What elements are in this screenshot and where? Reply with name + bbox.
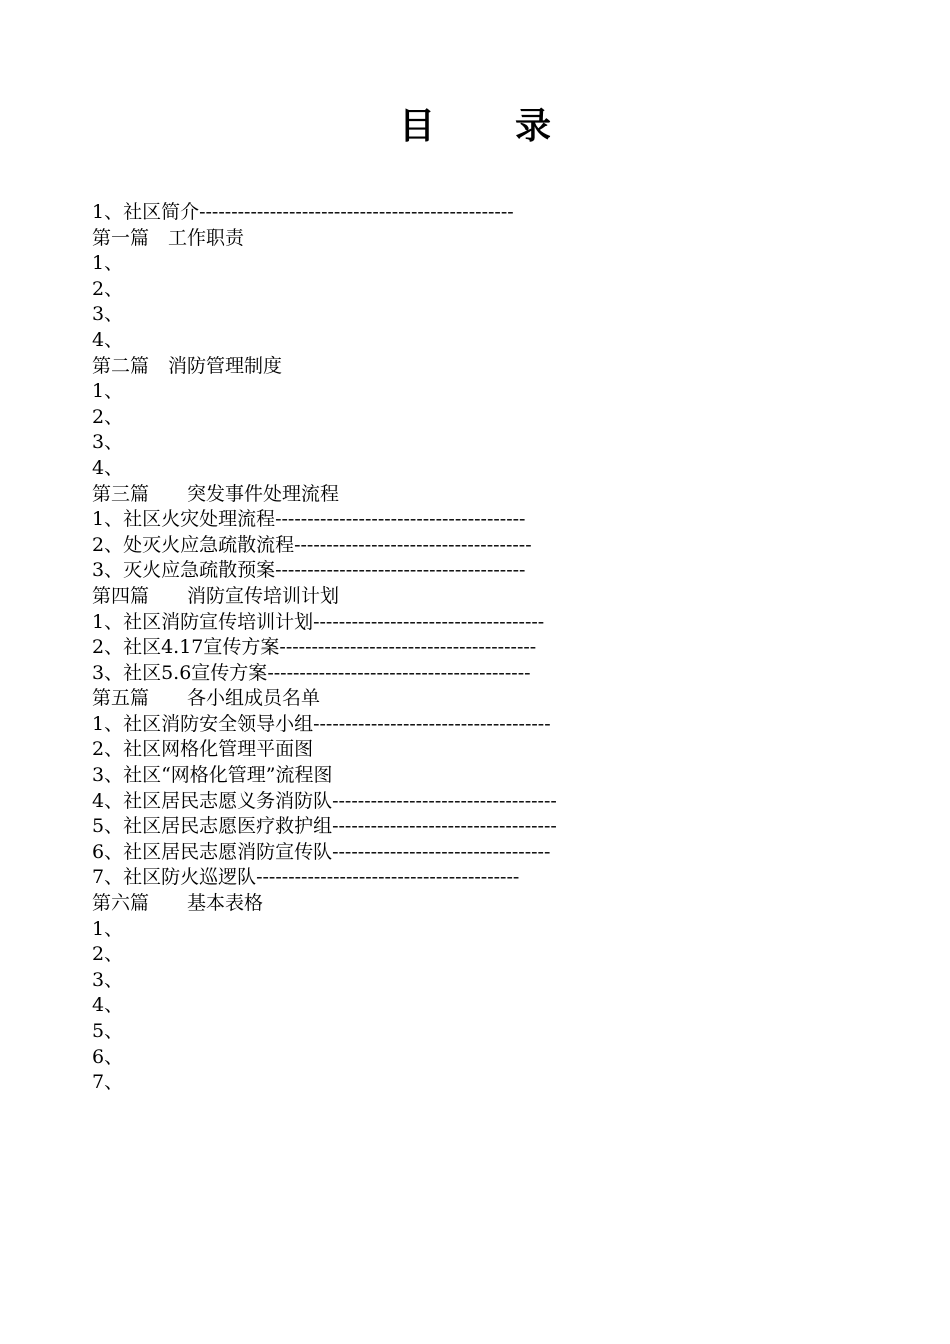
toc-entry-text: 1、 bbox=[92, 252, 124, 275]
toc-entry-text: 1、社区火灾处理流程 bbox=[92, 508, 276, 531]
toc-entry bbox=[92, 993, 772, 1019]
toc-entry bbox=[92, 942, 772, 968]
toc-entry bbox=[92, 507, 772, 533]
toc-entry bbox=[92, 865, 772, 891]
toc-entry bbox=[92, 1019, 772, 1045]
toc-entry-text: 3、社区5.6宣传方案 bbox=[92, 661, 268, 684]
toc-entry bbox=[92, 737, 772, 763]
toc-entry bbox=[92, 840, 772, 866]
toc-dot-leader: --------------------------------------- bbox=[275, 559, 526, 582]
toc-dot-leader: ----------------------------------- bbox=[332, 815, 557, 838]
toc-entry bbox=[92, 968, 772, 994]
toc-entry-text: 2、社区网格化管理平面图 bbox=[92, 738, 314, 761]
page-title: 目 录 bbox=[398, 105, 573, 147]
toc-entry bbox=[92, 328, 772, 354]
toc-entry bbox=[92, 610, 772, 636]
toc-entry-text: 3、 bbox=[92, 968, 124, 991]
toc-dot-leader: ---------------------------------------- bbox=[279, 636, 537, 659]
toc-dot-leader: ------------------------------------- bbox=[294, 533, 532, 556]
toc-entry-text: 第三篇 突发事件处理流程 bbox=[92, 482, 340, 505]
toc-entry bbox=[92, 584, 772, 610]
toc-entry bbox=[92, 763, 772, 789]
toc-entry-text: 3、 bbox=[92, 303, 124, 326]
toc-entry bbox=[92, 533, 772, 559]
toc-entry-text: 5、社区居民志愿医疗救护组 bbox=[92, 815, 333, 838]
toc-entry-text: 第六篇 基本表格 bbox=[92, 892, 264, 915]
toc-entry-text: 第四篇 消防宣传培训计划 bbox=[92, 584, 340, 607]
toc-entry-text: 2、 bbox=[92, 943, 124, 966]
toc-entry-text: 2、 bbox=[92, 405, 124, 428]
toc-entry-text: 2、社区4.17宣传方案 bbox=[92, 636, 280, 659]
toc-entry-text: 4、 bbox=[92, 328, 124, 351]
toc-entry-text: 第二篇 消防管理制度 bbox=[92, 354, 283, 377]
toc-entry-text: 第五篇 各小组成员名单 bbox=[92, 687, 321, 710]
toc-dot-leader: ------------------------------------ bbox=[313, 610, 545, 633]
toc-dot-leader: ------------------------------------- bbox=[313, 712, 551, 735]
toc-entry-text: 6、社区居民志愿消防宣传队 bbox=[92, 840, 333, 863]
toc-entry bbox=[92, 635, 772, 661]
toc-entry-text: 3、社区“网格化管理”流程图 bbox=[92, 764, 333, 787]
toc-entry-text: 7、社区防火巡逻队 bbox=[92, 866, 257, 889]
toc-entry bbox=[92, 1070, 772, 1096]
table-of-contents bbox=[92, 200, 772, 1096]
toc-dot-leader: ---------------------------------- bbox=[332, 840, 551, 863]
toc-entry-text: 4、 bbox=[92, 994, 124, 1017]
toc-entry bbox=[92, 891, 772, 917]
toc-entry-text: 3、 bbox=[92, 431, 124, 454]
toc-entry-text: 1、社区消防宣传培训计划 bbox=[92, 610, 314, 633]
toc-entry bbox=[92, 789, 772, 815]
toc-entry bbox=[92, 1045, 772, 1071]
toc-entry-text: 1、社区简介 bbox=[92, 201, 200, 223]
toc-entry bbox=[92, 226, 772, 252]
toc-entry bbox=[92, 251, 772, 277]
toc-entry-text: 5、 bbox=[92, 1020, 124, 1042]
toc-entry bbox=[92, 405, 772, 431]
toc-entry bbox=[92, 482, 772, 508]
toc-entry-text: 7、 bbox=[92, 1071, 124, 1094]
toc-entry bbox=[92, 712, 772, 738]
toc-entry-text: 4、社区居民志愿义务消防队 bbox=[92, 789, 333, 812]
toc-dot-leader: ------------------------------------------------- bbox=[199, 201, 514, 223]
toc-dot-leader: --------------------------------------- bbox=[275, 508, 526, 531]
toc-entry bbox=[92, 558, 772, 584]
toc-entry-text: 4、 bbox=[92, 456, 124, 479]
toc-entry-text: 1、 bbox=[92, 380, 124, 403]
toc-entry bbox=[92, 686, 772, 712]
toc-entry bbox=[92, 661, 772, 687]
toc-dot-leader: ----------------------------------------- bbox=[267, 661, 531, 684]
toc-entry bbox=[92, 277, 772, 303]
toc-entry bbox=[92, 302, 772, 328]
toc-entry-text: 1、社区消防安全领导小组 bbox=[92, 712, 314, 735]
toc-dot-leader: ----------------------------------------- bbox=[256, 866, 520, 889]
toc-entry-text: 第一篇 工作职责 bbox=[92, 226, 245, 249]
toc-entry bbox=[92, 814, 772, 840]
toc-entry-text: 2、处灭火应急疏散流程 bbox=[92, 533, 295, 556]
toc-entry-text: 2、 bbox=[92, 277, 124, 300]
toc-entry bbox=[92, 456, 772, 482]
toc-entry-text: 1、 bbox=[92, 917, 124, 940]
toc-entry-text: 6、 bbox=[92, 1045, 124, 1068]
toc-entry bbox=[92, 354, 772, 380]
toc-entry bbox=[92, 430, 772, 456]
toc-entry bbox=[92, 379, 772, 405]
toc-entry bbox=[92, 917, 772, 943]
toc-entry-text: 3、灭火应急疏散预案 bbox=[92, 559, 276, 582]
toc-dot-leader: ----------------------------------- bbox=[332, 789, 557, 812]
toc-entry bbox=[92, 200, 772, 226]
